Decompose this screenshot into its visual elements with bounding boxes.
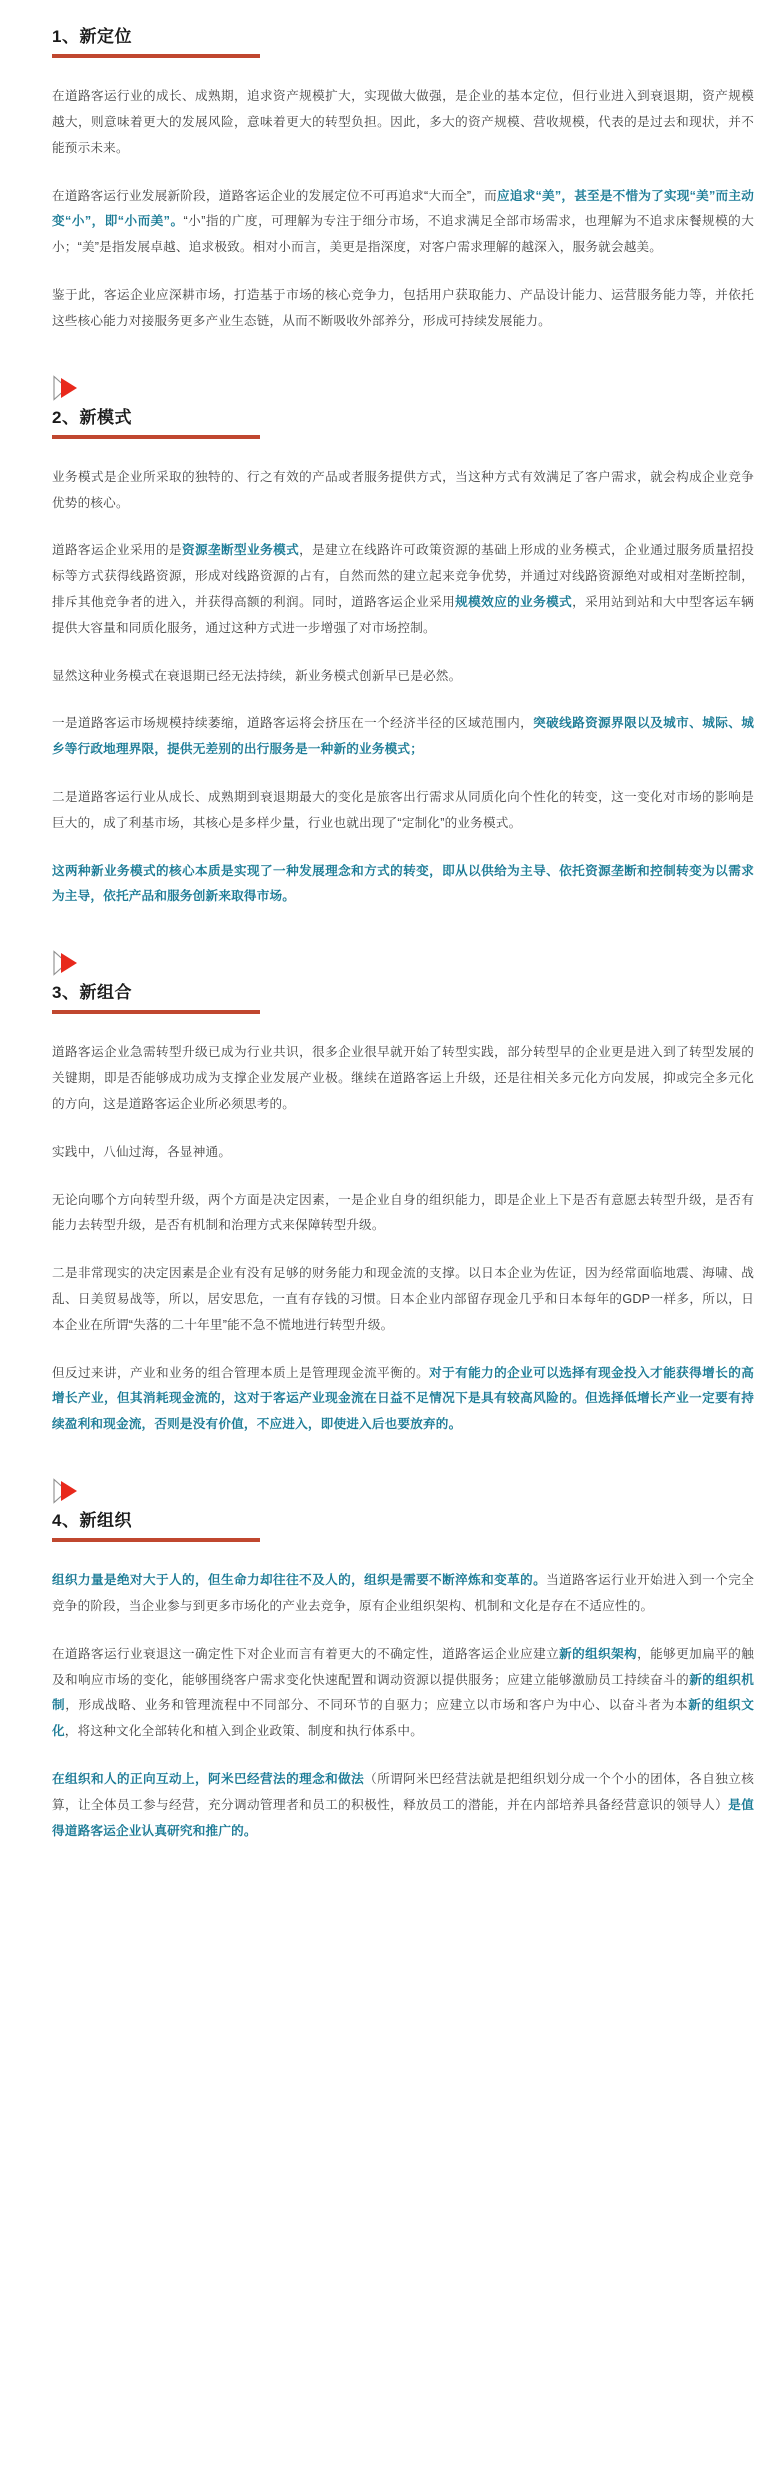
highlighted-text-run: 新的组织文化 — [52, 1698, 755, 1739]
section-heading-wrap — [0, 26, 782, 58]
paragraph — [52, 711, 754, 763]
section-underline-rule — [52, 1538, 260, 1542]
highlighted-text-run: 在组织和人的正向互动上，阿米巴经营法的理念和做法 — [52, 1772, 365, 1787]
article-section — [0, 335, 782, 911]
text-run: 二是道路客运行业从成长、成熟期到衰退期最大的变化是旅客出行需求从同质化向个性化的转变，这一变化对市场的影响是巨大的，成了利基市场，其核心是多样少量，行业也就出现了“定制化”的业务模式。 — [52, 790, 754, 830]
highlighted-text-run: 突破线路资源界限以及城市、城际、城乡等行政地理界限，提供无差别的出行服务是一种新的业务模式； — [52, 716, 754, 757]
section-body — [0, 465, 782, 911]
section-title: 3、新组合 — [52, 983, 132, 1003]
text-run: 但反过来讲，产业和业务的组合管理本质上是管理现金流平衡的。 — [52, 1365, 430, 1380]
section-body — [0, 84, 782, 335]
section-marker-wrap — [0, 335, 782, 407]
section-body — [0, 1040, 782, 1438]
highlighted-text-run: 资源垄断型业务模式 — [182, 543, 300, 558]
highlighted-text-run: 新的组织架构 — [559, 1646, 638, 1661]
text-run: 实践中，八仙过海，各显神通。 — [52, 1144, 232, 1159]
section-marker-wrap — [0, 1438, 782, 1510]
paragraph — [52, 1568, 754, 1620]
paragraph — [52, 1140, 754, 1166]
red-triangle-marker-icon — [52, 1478, 82, 1504]
section-heading-wrap — [0, 982, 782, 1014]
highlighted-text-run: 对于有能力的企业可以选择有现金投入才能获得增长的高增长产业，但其消耗现金流的，这对于客运产业现金流在日益不足情况下是具有较高风险的。但选择低增长产业一定要有持续盈利和现金流，否则是没有价值，不应进入，即使进入后也要放弃的。 — [52, 1365, 754, 1432]
highlighted-text-run: 这两种新业务模式的核心本质是实现了一种发展理念和方式的转变，即从以供给为主导、依托资源垄断和控制转变为以需求为主导，依托产品和服务创新来取得市场。 — [52, 863, 754, 904]
red-triangle-marker-icon — [52, 950, 82, 976]
section-title: 2、新模式 — [52, 407, 132, 427]
highlighted-text-run: 是值得道路客运企业认真研究和推广的。 — [52, 1797, 755, 1838]
article-section — [0, 0, 782, 335]
section-underline-rule — [52, 1010, 260, 1014]
section-heading-wrap — [0, 1510, 782, 1542]
text-run: 无论向哪个方向转型升级，两个方面是决定因素，一是企业自身的组织能力，即是企业上下是否有意愿去转型升级，是否有能力去转型升级，是否有机制和治理方式来保障转型升级。 — [52, 1192, 754, 1233]
highlighted-text-run: 组织力量是绝对大于人的，但生命力却往往不及人的，组织是需要不断淬炼和变革的。 — [52, 1573, 547, 1588]
paragraph — [52, 184, 754, 261]
text-run: 道路客运企业急需转型升级已成为行业共识，很多企业很早就开始了转型实践，部分转型早的企业更是进入到了转型发展的关键期，即是否能够成功成为支撑企业发展产业极。继续在道路客运上升级，还是往相关多元化方向发展，抑或完全多元化的方向，这是道路客运企业所必须思考的。 — [52, 1045, 754, 1111]
paragraph — [52, 84, 754, 161]
paragraph — [52, 1040, 754, 1117]
section-title: 4、新组织 — [52, 1511, 132, 1531]
text-run: 在道路客运行业发展新阶段，道路客运企业的发展定位不可再追求“大而全”，而 — [52, 188, 497, 203]
paragraph — [52, 1361, 754, 1438]
text-run: 一是道路客运市场规模持续萎缩，道路客运将会挤压在一个经济半径的区域范围内， — [52, 716, 534, 731]
text-run: 业务模式是企业所采取的独特的、行之有效的产品或者服务提供方式，当这种方式有效满足了客户需求，就会构成企业竞争优势的核心。 — [52, 469, 754, 510]
text-run: ，能够更加扁平的触及和响应市场的变化，能够围绕客户需求变化快速配置和调动资源以提供服务；应建立能够激励员工持续奋斗的 — [52, 1646, 754, 1687]
text-run: （所谓阿米巴经营法就是把组织划分成一个个小的团体，各自独立核算，让全体员工参与经营，充分调动管理者和员工的积极性，释放员工的潜能，并在内部培养具备经营意识的领导人） — [52, 1772, 754, 1812]
text-run: 鉴于此，客运企业应深耕市场，打造基于市场的核心竞争力，包括用户获取能力、产品设计能力、运营服务能力等，并依托这些核心能力对接服务更多产业生态链，从而不断吸收外部养分，形成可持续发展能力。 — [52, 287, 754, 328]
text-run: 当道路客运行业开始进入到一个完全竞争的阶段，当企业参与到更多市场化的产业去竞争，原有企业组织架构、机制和文化是存在不适应性的。 — [52, 1573, 754, 1613]
highlighted-text-run: 新的组织机制 — [52, 1672, 754, 1713]
text-run: ，形成战略、业务和管理流程中不同部分、不同环节的自驱力；应建立以市场和客户为中心、以奋斗者为本 — [65, 1698, 689, 1713]
text-run: 二是非常现实的决定因素是企业有没有足够的财务能力和现金流的支撑。以日本企业为佐证，因为经常面临地震、海啸、战乱、日美贸易战等，所以，居安思危，一直有存钱的习惯。日本企业内部留存现金几乎和日本每年的GDP一样多，所以，日本企业在所谓“失落的二十年里”能不急不慌地进行转型升级。 — [52, 1266, 754, 1332]
text-run: 在道路客运行业的成长、成熟期，追求资产规模扩大，实现做大做强，是企业的基本定位，但行业进入到衰退期，资产规模越大，则意味着更大的发展风险，意味着更大的转型负担。因此，多大的资产规模、营收规模，代表的是过去和现状，并不能预示未来。 — [52, 89, 754, 155]
text-run: ，是建立在线路许可政策资源的基础上形成的业务模式，企业通过服务质量招投标等方式获得线路资源，形成对线路资源的占有，自然而然的建立起来竞争优势，并通过对线路资源绝对或相对垄断控制，排斥其他竞争者的进入，并获得高额的利润。同时，道路客运企业采用 — [52, 543, 755, 609]
paragraph — [52, 785, 754, 837]
highlighted-text-run: 规模效应的业务模式 — [455, 594, 573, 609]
text-run: ，采用站到站和大中型客运车辆提供大容量和同质化服务，通过这种方式进一步增强了对市场控制。 — [52, 594, 754, 635]
paragraph — [52, 664, 754, 690]
article-section — [0, 1438, 782, 1844]
text-run: 道路客运企业采用的是 — [52, 543, 183, 558]
section-body — [0, 1568, 782, 1844]
text-run: 在道路客运行业衰退这一确定性下对企业而言有着更大的不确定性，道路客运企业应建立 — [52, 1646, 560, 1661]
article-section — [0, 910, 782, 1438]
paragraph — [52, 283, 754, 335]
section-heading-wrap — [0, 407, 782, 439]
section-underline-rule — [52, 435, 260, 439]
text-run: ，将这种文化全部转化和植入到企业政策、制度和执行体系中。 — [64, 1724, 424, 1739]
top-spacer — [0, 0, 782, 26]
red-triangle-marker-icon — [52, 375, 82, 401]
page-bottom-spacer — [0, 1845, 782, 1875]
paragraph — [52, 1767, 754, 1844]
paragraph — [52, 1188, 754, 1240]
paragraph — [52, 538, 754, 641]
text-run: 显然这种业务模式在衰退期已经无法持续，新业务模式创新早已是必然。 — [52, 668, 462, 683]
text-run: “小”指的广度，可理解为专注于细分市场，不追求满足全部市场需求，也理解为不追求床餐规模的大小；“美”是指发展卓越、追求极致。相对小而言，美更是指深度，对客户需求理解的越深入，服务就会越美。 — [52, 214, 754, 255]
paragraph — [52, 1261, 754, 1338]
section-marker-wrap — [0, 910, 782, 982]
section-underline-rule — [52, 54, 260, 58]
paragraph — [52, 859, 754, 911]
highlighted-text-run: 应追求“美”，甚至是不惜为了实现“美”而主动变“小”，即“小而美”。 — [52, 188, 754, 229]
section-title: 1、新定位 — [52, 27, 132, 46]
paragraph — [52, 1642, 754, 1745]
paragraph — [52, 465, 754, 517]
